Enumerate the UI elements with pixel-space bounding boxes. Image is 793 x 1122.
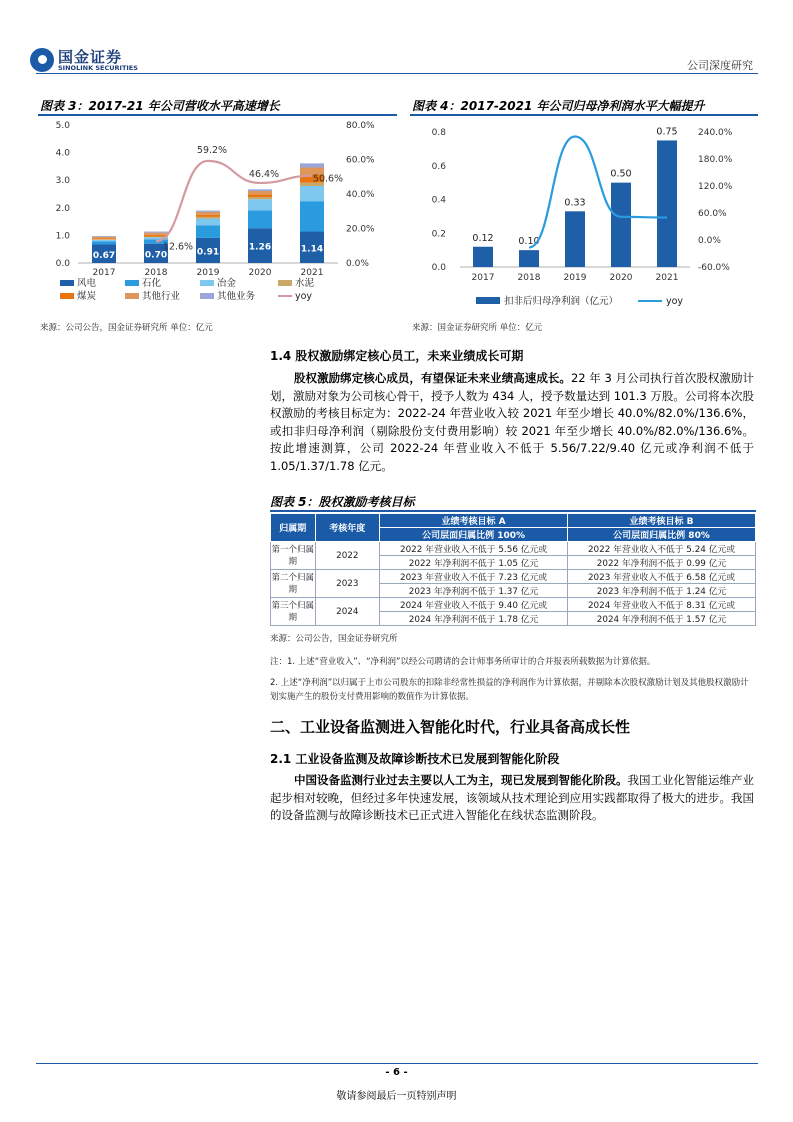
col-b-header: 业绩考核目标 B	[568, 514, 756, 528]
y2-tick-label: -60.0%	[698, 263, 730, 273]
y-tick-label: 0.0	[431, 263, 446, 273]
y2-tick-label: 60.0%	[698, 209, 727, 219]
section-1-4-body: 22 年 3 月公司执行首次股权激励计划，激励对象为公司核心骨干，授予人数为 434 人，授予数量达到 101.3 万股。公司将本次股权激励的考核目标定为：2022-24 年营业收入较 2021 年至少增长 40.0%/82.0%/136.6%，或扣非归母净利润（剔除股份支付费用影响）较 2021 年至少增长 40.0%/82.0%/136.6%。按此增速测算，公司 2022-24 年营业收入不低于 5.56/7.22/9.40 亿元或净利润不低于 1.05/1.37/1.78 亿元。	[270, 371, 754, 473]
yoy-line	[529, 137, 667, 248]
header-report-type: 公司深度研究	[687, 59, 753, 72]
y-tick-label: 3.0	[55, 176, 70, 187]
bar-segment	[300, 186, 324, 201]
yoy-value-label: 12.6%	[162, 241, 194, 253]
legend-swatch	[125, 293, 139, 299]
bar-segment	[300, 201, 324, 231]
bar-segment	[248, 210, 272, 228]
fig4-chart	[410, 115, 760, 315]
yoy-value-label: 46.4%	[248, 168, 280, 180]
yoy-value-label: 59.2%	[196, 144, 228, 156]
section-2-1-paragraph	[270, 772, 754, 825]
x-tick-label: 2019	[196, 268, 220, 278]
fig4-title: 图表 4：2017-2021 年公司归母净利润水平大幅提升	[412, 99, 705, 113]
yoy-value-label: 50.6%	[312, 173, 344, 185]
row-period: 第二个归属期	[271, 570, 316, 598]
col-a-subheader: 公司层面归属比例 100%	[380, 528, 568, 542]
legend-swatch	[476, 297, 500, 304]
bar	[519, 250, 539, 267]
bar-value-label: 0.67	[92, 250, 116, 261]
bar	[611, 183, 631, 267]
bar-value-label: 0.50	[610, 168, 632, 180]
bar	[473, 247, 493, 267]
row-a-profit: 2023 年净利润不低于 1.37 亿元	[380, 584, 568, 598]
bar-segment	[144, 232, 168, 233]
x-tick-label: 2018	[517, 273, 541, 283]
row-year: 2024	[315, 598, 379, 626]
legend-label: 石化	[142, 278, 162, 289]
bar-segment	[248, 189, 272, 191]
y-tick-label: 0.4	[431, 195, 446, 206]
header-divider	[36, 73, 758, 74]
row-b-profit: 2022 年净利润不低于 0.99 亿元	[568, 556, 756, 570]
legend-label: 其他业务	[217, 291, 256, 302]
bar-value-label: 0.33	[564, 197, 586, 209]
y-tick-label: 0.2	[431, 229, 446, 240]
bar-value-label: 1.14	[300, 244, 324, 255]
y-tick-label: 2.0	[55, 203, 70, 214]
bar-value-label: 0.70	[144, 250, 168, 261]
x-tick-label: 2020	[248, 268, 272, 278]
bar	[657, 140, 677, 267]
bar-segment	[248, 191, 272, 194]
x-tick-label: 2021	[655, 273, 679, 283]
y2-tick-label: 240.0%	[698, 128, 733, 138]
y2-tick-label: 0.0%	[698, 236, 721, 246]
row-a-profit: 2024 年净利润不低于 1.78 亿元	[380, 612, 568, 626]
row-a-revenue: 2024 年营业收入不低于 9.40 亿元或	[380, 598, 568, 612]
bar-segment	[196, 211, 220, 212]
y-tick-label: 0.8	[431, 128, 446, 138]
y2-tick-label: 60.0%	[346, 155, 375, 166]
section-1-4-paragraph	[270, 370, 754, 475]
logo-text-cn: 国金证券	[58, 48, 123, 66]
bar-value-label: 0.91	[196, 247, 220, 258]
bar-segment	[92, 236, 116, 237]
section-2-heading: 二、工业设备监测进入智能化时代，行业具备高成长性	[270, 718, 631, 736]
y2-tick-label: 80.0%	[346, 121, 375, 131]
bar	[565, 211, 585, 267]
legend-label: 冶金	[217, 278, 237, 289]
bar-segment	[144, 235, 168, 237]
fig3-title: 图表 3：2017-21 年公司营收水平高速增长	[40, 99, 280, 113]
bar-segment	[196, 217, 220, 219]
legend-label: 水泥	[295, 278, 315, 289]
section-2-1-body: 我国工业化智能运维产业起步相对较晚，但经过多年快速发展，该领域从技术理论到应用实践都取得了极大的进步。我国的设备监测与故障诊断技术已正式进入智能化在线状态监测阶段。	[270, 773, 754, 822]
section-1-4-lead: 股权激励绑定核心成员，有望保证未来业绩高速成长。	[294, 371, 571, 385]
y-tick-label: 1.0	[55, 231, 70, 242]
yoy-line	[156, 161, 312, 241]
bar-segment	[196, 212, 220, 215]
bar-segment	[248, 194, 272, 197]
bar-value-label: 0.12	[472, 232, 494, 244]
logo-icon	[30, 48, 54, 72]
row-a-revenue: 2023 年营业收入不低于 7.23 亿元或	[380, 570, 568, 584]
bar-value-label: 0.75	[656, 126, 678, 138]
bar-value-label: 1.26	[248, 242, 272, 253]
row-b-revenue: 2024 年营业收入不低于 8.31 亿元或	[568, 598, 756, 612]
y-tick-label: 4.0	[55, 148, 70, 159]
y-tick-label: 5.0	[55, 121, 70, 131]
logo-text-en: SINOLINK SECURITIES	[58, 64, 138, 72]
y2-tick-label: 0.0%	[346, 259, 369, 269]
row-year: 2023	[315, 570, 379, 598]
y2-tick-label: 40.0%	[346, 190, 375, 200]
footer-disclaimer: 敬请参阅最后一页特别声明	[336, 1091, 457, 1102]
fig5-note-2: 2. 上述“净利润”以归属于上市公司股东的扣除非经常性损益的净利润作为计算依据，并剔除本次股权激励计划及其他股权激励计划实施产生的股份支付费用影响的数值作为计算依据。	[270, 678, 749, 702]
col-b-subheader: 公司层面归属比例 80%	[568, 528, 756, 542]
row-b-profit: 2024 年净利润不低于 1.57 亿元	[568, 612, 756, 626]
bar-segment	[196, 219, 220, 226]
legend-swatch	[125, 280, 139, 286]
y-tick-label: 0.0	[55, 259, 70, 269]
y2-tick-label: 20.0%	[346, 224, 375, 235]
bar-segment	[92, 238, 116, 239]
legend-swatch	[60, 280, 74, 286]
x-tick-label: 2017	[471, 273, 495, 283]
row-year: 2022	[315, 542, 379, 570]
legend-swatch	[200, 280, 214, 286]
x-tick-label: 2017	[92, 268, 116, 278]
legend-label: 其他行业	[142, 291, 181, 302]
fig4-source: 来源：国金证券研究所 单位：亿元	[412, 323, 543, 333]
legend-label: yoy	[666, 296, 684, 307]
x-tick-label: 2021	[300, 268, 324, 278]
legend-swatch	[278, 280, 292, 286]
table-row	[271, 542, 756, 556]
section-1-4-heading: 1.4 股权激励绑定核心员工，未来业绩成长可期	[270, 349, 524, 363]
row-period: 第一个归属期	[271, 542, 316, 570]
legend-label: yoy	[295, 291, 313, 302]
row-b-revenue: 2023 年营业收入不低于 6.58 亿元或	[568, 570, 756, 584]
x-tick-label: 2020	[609, 273, 633, 283]
fig5-title-rule	[270, 510, 756, 512]
fig5-source: 来源：公司公告，国金证券研究所	[270, 634, 398, 644]
legend-label: 煤炭	[77, 291, 97, 302]
col-year-header: 考核年度	[315, 514, 379, 542]
section-2-1-lead: 中国设备监测行业过去主要以人工为主，现已发展到智能化阶段。	[294, 773, 628, 787]
table-row	[271, 570, 756, 584]
row-period: 第三个归属期	[271, 598, 316, 626]
col-period-header: 归属期	[271, 514, 316, 542]
bar-segment	[92, 239, 116, 240]
legend-label: 风电	[77, 278, 97, 289]
row-a-revenue: 2022 年营业收入不低于 5.56 亿元或	[380, 542, 568, 556]
bar-segment	[196, 225, 220, 237]
legend-swatch	[60, 293, 74, 299]
page-number: - 6 -	[385, 1067, 408, 1078]
fig3-source: 来源：公司公告，国金证券研究所 单位：亿元	[40, 323, 213, 333]
legend-label: 扣非后归母净利润（亿元）	[504, 296, 619, 307]
bar-segment	[300, 163, 324, 167]
bar-segment	[144, 233, 168, 235]
fig3-chart	[38, 115, 398, 315]
row-a-profit: 2022 年净利润不低于 1.05 亿元	[380, 556, 568, 570]
bar-segment	[92, 237, 116, 238]
row-b-profit: 2023 年净利润不低于 1.24 亿元	[568, 584, 756, 598]
bar-segment	[196, 215, 220, 217]
section-2-1-heading: 2.1 工业设备监测及故障诊断技术已发展到智能化阶段	[270, 752, 560, 766]
fig5-table	[270, 513, 756, 626]
table-row	[271, 598, 756, 612]
bar-segment	[92, 240, 116, 241]
fig5-title: 图表 5：股权激励考核目标	[270, 495, 415, 509]
bar-segment	[248, 199, 272, 210]
bar-segment	[92, 241, 116, 244]
y-tick-label: 0.6	[431, 161, 446, 172]
x-tick-label: 2018	[144, 268, 168, 278]
y2-tick-label: 180.0%	[698, 155, 733, 165]
row-b-revenue: 2022 年营业收入不低于 5.24 亿元或	[568, 542, 756, 556]
fig5-note-1: 注：1. 上述“营业收入”、“净利润”以经公司聘请的会计师事务所审计的合并报表所载数据为计算依据。	[270, 657, 656, 667]
y2-tick-label: 120.0%	[698, 182, 733, 192]
footer-divider	[36, 1063, 758, 1064]
bar-segment	[248, 197, 272, 199]
col-a-header: 业绩考核目标 A	[380, 514, 568, 528]
legend-swatch	[200, 293, 214, 299]
x-tick-label: 2019	[563, 273, 587, 283]
bar-value-label: 0.10	[518, 236, 540, 248]
